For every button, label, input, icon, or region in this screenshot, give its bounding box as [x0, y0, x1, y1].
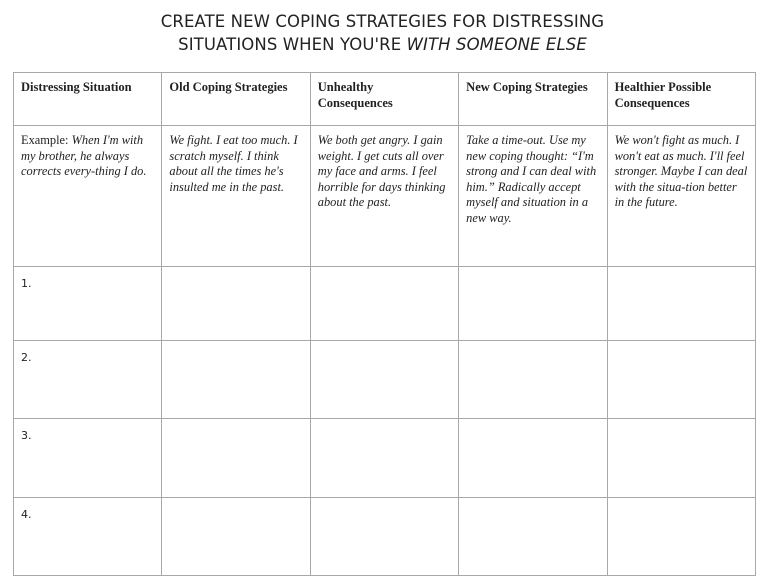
entry-cell[interactable]	[310, 498, 458, 576]
example-new-strategies-cell: Take a time-out. Use my new coping thought: “I'm strong and I can deal with him.” Radically accept myself and situation in a new way.	[459, 126, 607, 267]
entry-cell[interactable]	[310, 267, 458, 341]
entry-cell[interactable]	[162, 267, 310, 341]
entry-cell[interactable]	[607, 341, 755, 419]
entry-cell[interactable]	[162, 419, 310, 498]
header-unhealthy-consequences: Unhealthy Consequences	[310, 73, 458, 126]
entry-cell[interactable]	[162, 341, 310, 419]
header-distressing-situation: Distressing Situation	[14, 73, 162, 126]
entry-cell[interactable]	[310, 419, 458, 498]
row-number-cell[interactable]: 3.	[14, 419, 162, 498]
row-number-cell[interactable]: 2.	[14, 341, 162, 419]
entry-cell[interactable]	[459, 341, 607, 419]
entry-cell[interactable]	[459, 267, 607, 341]
entry-cell[interactable]	[459, 419, 607, 498]
table-row	[14, 341, 756, 419]
entry-cell[interactable]	[162, 498, 310, 576]
example-old-strategies-cell: We fight. I eat too much. I scratch myself. I think about all the times he's insulted me in the past.	[162, 126, 310, 267]
title-line-2-plain: SITUATIONS WHEN YOU'RE	[178, 35, 407, 54]
entry-cell[interactable]	[607, 498, 755, 576]
table-row	[14, 267, 756, 341]
entry-cell[interactable]	[459, 498, 607, 576]
title-line-2	[0, 33, 765, 56]
example-label: Example:	[21, 133, 72, 147]
header-row	[14, 73, 756, 126]
example-unhealthy-cell: We both get angry. I gain weight. I get cuts all over my face and arms. I feel horrible for days thinking about the past.	[310, 126, 458, 267]
example-healthier-cell: We won't fight as much. I won't eat as much. I'll feel stronger. Maybe I can deal with the situa-tion better in the future.	[607, 126, 755, 267]
example-situation-cell	[14, 126, 162, 267]
example-situation-text: When I'm with my brother, he always corrects every-thing I do.	[21, 133, 147, 179]
row-number-cell[interactable]: 1.	[14, 267, 162, 341]
entry-cell[interactable]	[607, 267, 755, 341]
example-row	[14, 126, 756, 267]
header-healthier-consequences: Healthier Possible Consequences	[607, 73, 755, 126]
title-line-2-italic: WITH SOMEONE ELSE	[406, 35, 587, 54]
header-old-coping-strategies: Old Coping Strategies	[162, 73, 310, 126]
table-row	[14, 498, 756, 576]
row-number-cell[interactable]: 4.	[14, 498, 162, 576]
coping-strategies-worksheet	[13, 72, 756, 576]
entry-cell[interactable]	[310, 341, 458, 419]
header-new-coping-strategies: New Coping Strategies	[459, 73, 607, 126]
page-title	[0, 10, 765, 56]
title-line-1: CREATE NEW COPING STRATEGIES FOR DISTRESSING	[160, 12, 605, 31]
entry-cell[interactable]	[607, 419, 755, 498]
table-row	[14, 419, 756, 498]
